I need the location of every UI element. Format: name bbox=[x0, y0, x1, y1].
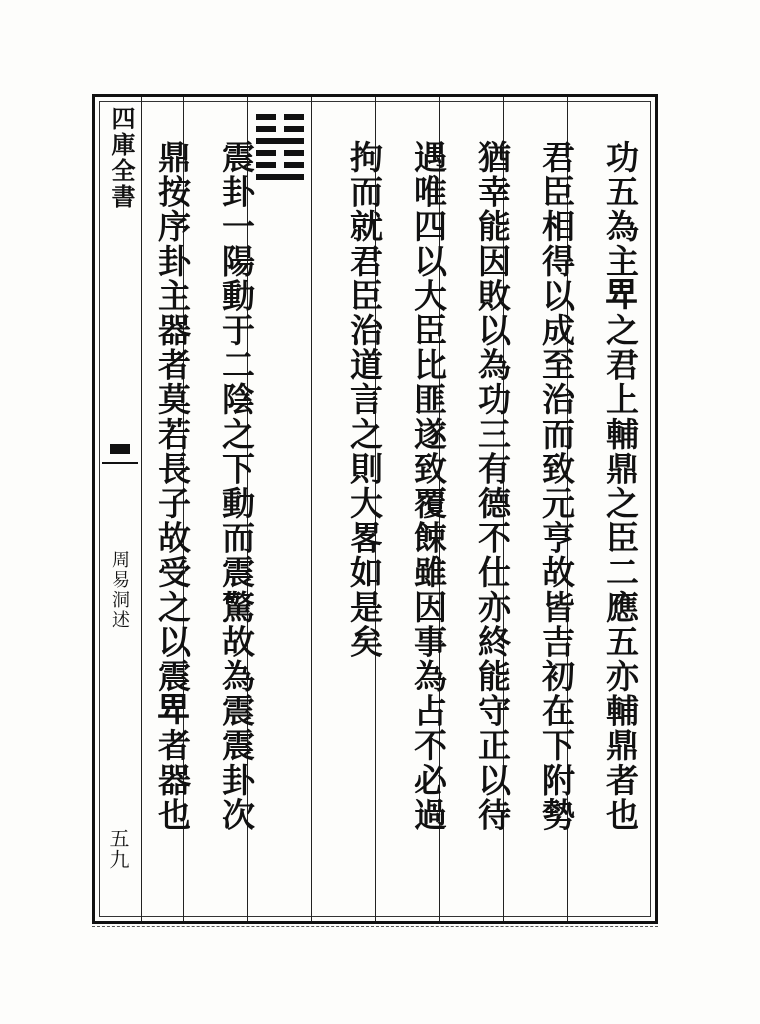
line-segment bbox=[284, 114, 304, 120]
text-column: 拘而就君臣治道言之則大畧如是矣 bbox=[345, 140, 384, 659]
column-rule bbox=[311, 97, 312, 921]
line-segment bbox=[256, 150, 276, 156]
text-column: 功五為主𤰞之君上輔鼎之臣二應五亦輔鼎者也 bbox=[601, 140, 640, 832]
yin-line bbox=[256, 150, 304, 156]
zhen-hexagram-icon bbox=[256, 114, 304, 186]
text-column: 遇唯四以大臣比匪遂致覆餗雖因事為占不必過 bbox=[409, 140, 448, 832]
collection-title: 四庫全書 bbox=[107, 106, 136, 210]
line-segment bbox=[284, 126, 304, 132]
yang-line bbox=[256, 138, 304, 144]
text-column: 君臣相得以成至治而致元亨故皆吉初在下附勢 bbox=[537, 140, 576, 832]
yang-line bbox=[256, 174, 304, 180]
line-segment bbox=[284, 150, 304, 156]
line-segment bbox=[256, 174, 304, 180]
page-number: 五九 bbox=[106, 828, 130, 870]
line-segment bbox=[256, 138, 304, 144]
text-column: 猶幸能因敗以為功三有德不仕亦終能守正以待 bbox=[473, 140, 512, 832]
line-segment bbox=[256, 114, 276, 120]
line-segment bbox=[256, 126, 276, 132]
bottom-edge bbox=[92, 926, 658, 933]
yin-line bbox=[256, 126, 304, 132]
text-column: 鼎按序卦主器者莫若長子故受之以震𤰞者器也 bbox=[153, 140, 192, 832]
line-segment bbox=[256, 162, 276, 168]
yin-line bbox=[256, 114, 304, 120]
yin-line bbox=[256, 162, 304, 168]
column-rule bbox=[141, 97, 142, 921]
book-title: 周易洞述 bbox=[109, 550, 130, 630]
line-segment bbox=[284, 162, 304, 168]
text-column: 震卦一陽動于二陰之下動而震驚故為震震卦次 bbox=[217, 140, 256, 832]
